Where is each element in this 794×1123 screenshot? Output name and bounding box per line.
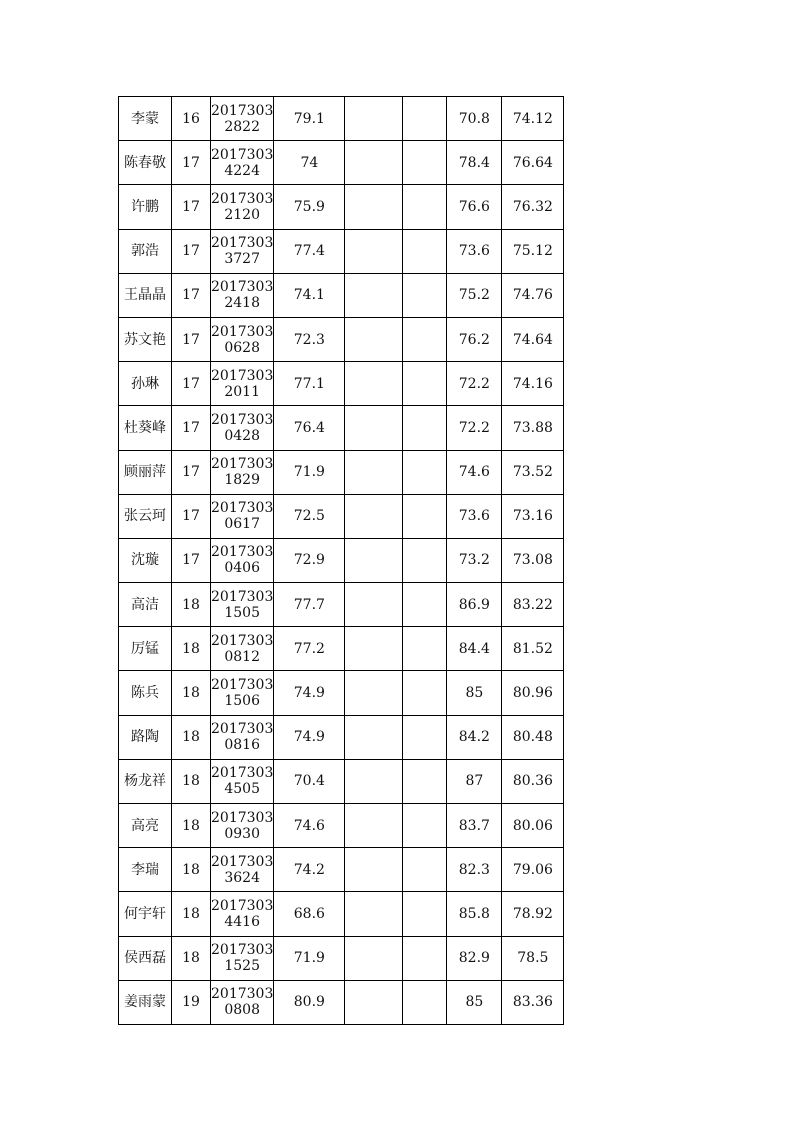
exam-id-part-1: 2017303 — [211, 721, 274, 738]
exam-id-part-1: 2017303 — [211, 942, 274, 959]
cell-empty — [403, 141, 447, 185]
cell-empty — [345, 450, 403, 494]
cell-written-score: 71.9 — [274, 450, 345, 494]
exam-id-part-2: 1505 — [224, 604, 260, 621]
table-row — [119, 804, 564, 848]
cell-interview-score: 82.9 — [447, 936, 502, 980]
table-row — [119, 538, 564, 582]
cell-name: 张云珂 — [119, 494, 172, 538]
cell-total-score: 74.76 — [502, 273, 564, 317]
cell-empty — [345, 406, 403, 450]
cell-group: 18 — [172, 583, 211, 627]
cell-interview-score: 85 — [447, 671, 502, 715]
cell-exam-id — [211, 450, 274, 494]
cell-total-score: 80.06 — [502, 804, 564, 848]
cell-empty — [403, 980, 447, 1024]
table-row — [119, 494, 564, 538]
cell-group: 17 — [172, 141, 211, 185]
cell-name: 沈璇 — [119, 538, 172, 582]
table-row — [119, 892, 564, 936]
cell-written-score: 68.6 — [274, 892, 345, 936]
cell-group: 16 — [172, 97, 211, 141]
cell-group: 17 — [172, 494, 211, 538]
cell-group: 18 — [172, 627, 211, 671]
cell-written-score: 72.9 — [274, 538, 345, 582]
exam-id-part-1: 2017303 — [211, 367, 274, 384]
exam-id-part-2: 4224 — [224, 162, 260, 179]
table-row — [119, 141, 564, 185]
exam-id-part-1: 2017303 — [211, 235, 274, 252]
exam-id-part-2: 1829 — [224, 472, 260, 489]
exam-id-part-1: 2017303 — [211, 411, 274, 428]
score-table — [118, 96, 564, 1025]
cell-group: 19 — [172, 980, 211, 1024]
cell-empty — [345, 583, 403, 627]
exam-id-part-1: 2017303 — [211, 632, 274, 649]
cell-interview-score: 73.2 — [447, 538, 502, 582]
exam-id-part-1: 2017303 — [211, 897, 274, 914]
cell-empty — [345, 715, 403, 759]
cell-total-score: 76.64 — [502, 141, 564, 185]
table-row — [119, 583, 564, 627]
cell-total-score: 78.5 — [502, 936, 564, 980]
cell-empty — [403, 406, 447, 450]
cell-empty — [403, 273, 447, 317]
cell-interview-score: 70.8 — [447, 97, 502, 141]
cell-name: 郭浩 — [119, 229, 172, 273]
exam-id-part-1: 2017303 — [211, 677, 274, 694]
cell-empty — [345, 980, 403, 1024]
exam-id-part-1: 2017303 — [211, 279, 274, 296]
cell-interview-score: 82.3 — [447, 848, 502, 892]
cell-empty — [345, 141, 403, 185]
exam-id-part-2: 0617 — [224, 516, 260, 533]
cell-total-score: 79.06 — [502, 848, 564, 892]
cell-name: 陈兵 — [119, 671, 172, 715]
table-row — [119, 715, 564, 759]
cell-interview-score: 78.4 — [447, 141, 502, 185]
cell-total-score: 80.36 — [502, 759, 564, 803]
cell-written-score: 77.1 — [274, 362, 345, 406]
table-row — [119, 229, 564, 273]
table-row — [119, 671, 564, 715]
cell-total-score: 74.12 — [502, 97, 564, 141]
cell-empty — [345, 671, 403, 715]
score-table-body — [119, 97, 564, 1025]
cell-written-score: 74.9 — [274, 671, 345, 715]
exam-id-part-2: 0628 — [224, 339, 260, 356]
cell-exam-id — [211, 804, 274, 848]
cell-written-score: 72.5 — [274, 494, 345, 538]
cell-interview-score: 72.2 — [447, 362, 502, 406]
table-row — [119, 406, 564, 450]
table-row — [119, 936, 564, 980]
cell-exam-id — [211, 538, 274, 582]
table-row — [119, 273, 564, 317]
cell-interview-score: 84.4 — [447, 627, 502, 671]
exam-id-part-2: 0808 — [224, 1002, 260, 1019]
cell-written-score: 77.2 — [274, 627, 345, 671]
cell-written-score: 74.1 — [274, 273, 345, 317]
exam-id-part-1: 2017303 — [211, 323, 274, 340]
cell-empty — [403, 494, 447, 538]
cell-name: 李蒙 — [119, 97, 172, 141]
cell-exam-id — [211, 980, 274, 1024]
table-row — [119, 97, 564, 141]
cell-empty — [345, 317, 403, 361]
exam-id-part-2: 2011 — [224, 383, 260, 400]
cell-written-score: 75.9 — [274, 185, 345, 229]
cell-name: 姜雨蒙 — [119, 980, 172, 1024]
exam-id-part-2: 0816 — [224, 737, 260, 754]
table-row — [119, 759, 564, 803]
cell-exam-id — [211, 848, 274, 892]
cell-total-score: 75.12 — [502, 229, 564, 273]
cell-empty — [403, 936, 447, 980]
exam-id-part-1: 2017303 — [211, 853, 274, 870]
cell-exam-id — [211, 229, 274, 273]
exam-id-part-2: 2418 — [224, 295, 260, 312]
table-row — [119, 450, 564, 494]
cell-name: 何宇轩 — [119, 892, 172, 936]
cell-empty — [345, 759, 403, 803]
exam-id-part-2: 4416 — [224, 913, 260, 930]
cell-interview-score: 76.2 — [447, 317, 502, 361]
cell-name: 许鹏 — [119, 185, 172, 229]
cell-name: 顾丽萍 — [119, 450, 172, 494]
exam-id-part-2: 0812 — [224, 648, 260, 665]
cell-empty — [345, 936, 403, 980]
cell-name: 高亮 — [119, 804, 172, 848]
cell-group: 18 — [172, 804, 211, 848]
cell-empty — [345, 185, 403, 229]
cell-exam-id — [211, 892, 274, 936]
cell-empty — [403, 362, 447, 406]
cell-written-score: 71.9 — [274, 936, 345, 980]
cell-total-score: 74.64 — [502, 317, 564, 361]
cell-total-score: 80.48 — [502, 715, 564, 759]
cell-total-score: 80.96 — [502, 671, 564, 715]
cell-name: 杨龙祥 — [119, 759, 172, 803]
cell-exam-id — [211, 185, 274, 229]
cell-group: 17 — [172, 450, 211, 494]
cell-written-score: 76.4 — [274, 406, 345, 450]
cell-written-score: 79.1 — [274, 97, 345, 141]
cell-empty — [403, 892, 447, 936]
cell-total-score: 81.52 — [502, 627, 564, 671]
cell-interview-score: 83.7 — [447, 804, 502, 848]
cell-total-score: 83.22 — [502, 583, 564, 627]
cell-empty — [403, 317, 447, 361]
cell-written-score: 77.4 — [274, 229, 345, 273]
cell-empty — [403, 804, 447, 848]
exam-id-part-1: 2017303 — [211, 765, 274, 782]
cell-group: 18 — [172, 715, 211, 759]
exam-id-part-2: 3624 — [224, 869, 260, 886]
exam-id-part-1: 2017303 — [211, 500, 274, 517]
cell-group: 17 — [172, 229, 211, 273]
cell-name: 侯西磊 — [119, 936, 172, 980]
cell-name: 厉锰 — [119, 627, 172, 671]
cell-group: 17 — [172, 273, 211, 317]
cell-exam-id — [211, 317, 274, 361]
exam-id-part-2: 0428 — [224, 427, 260, 444]
exam-id-part-1: 2017303 — [211, 588, 274, 605]
cell-exam-id — [211, 583, 274, 627]
cell-name: 陈春敬 — [119, 141, 172, 185]
cell-total-score: 73.16 — [502, 494, 564, 538]
cell-empty — [403, 671, 447, 715]
cell-exam-id — [211, 97, 274, 141]
cell-group: 18 — [172, 759, 211, 803]
cell-name: 路陶 — [119, 715, 172, 759]
cell-empty — [345, 494, 403, 538]
cell-total-score: 73.88 — [502, 406, 564, 450]
cell-group: 17 — [172, 538, 211, 582]
exam-id-part-2: 1506 — [224, 693, 260, 710]
cell-exam-id — [211, 936, 274, 980]
cell-total-score: 76.32 — [502, 185, 564, 229]
cell-interview-score: 85 — [447, 980, 502, 1024]
cell-empty — [403, 583, 447, 627]
exam-id-part-1: 2017303 — [211, 809, 274, 826]
cell-group: 18 — [172, 848, 211, 892]
cell-written-score: 80.9 — [274, 980, 345, 1024]
cell-empty — [403, 538, 447, 582]
cell-empty — [403, 759, 447, 803]
cell-empty — [403, 848, 447, 892]
cell-interview-score: 72.2 — [447, 406, 502, 450]
cell-empty — [345, 848, 403, 892]
exam-id-part-2: 4505 — [224, 781, 260, 798]
cell-exam-id — [211, 671, 274, 715]
cell-total-score: 78.92 — [502, 892, 564, 936]
cell-interview-score: 73.6 — [447, 229, 502, 273]
cell-name: 杜葵峰 — [119, 406, 172, 450]
cell-interview-score: 85.8 — [447, 892, 502, 936]
cell-exam-id — [211, 406, 274, 450]
cell-empty — [403, 450, 447, 494]
cell-empty — [345, 362, 403, 406]
cell-interview-score: 86.9 — [447, 583, 502, 627]
exam-id-part-2: 0930 — [224, 825, 260, 842]
exam-id-part-2: 1525 — [224, 958, 260, 975]
cell-group: 17 — [172, 317, 211, 361]
cell-empty — [345, 273, 403, 317]
cell-interview-score: 84.2 — [447, 715, 502, 759]
cell-empty — [345, 97, 403, 141]
cell-group: 18 — [172, 936, 211, 980]
cell-empty — [403, 715, 447, 759]
cell-empty — [345, 627, 403, 671]
table-row — [119, 627, 564, 671]
cell-name: 苏文艳 — [119, 317, 172, 361]
cell-empty — [345, 892, 403, 936]
cell-name: 孙琳 — [119, 362, 172, 406]
cell-group: 17 — [172, 406, 211, 450]
cell-empty — [403, 185, 447, 229]
exam-id-part-2: 0406 — [224, 560, 260, 577]
cell-interview-score: 87 — [447, 759, 502, 803]
cell-written-score: 74.6 — [274, 804, 345, 848]
table-row — [119, 848, 564, 892]
exam-id-part-2: 2822 — [224, 118, 260, 135]
cell-exam-id — [211, 273, 274, 317]
cell-name: 高洁 — [119, 583, 172, 627]
cell-group: 18 — [172, 892, 211, 936]
exam-id-part-1: 2017303 — [211, 146, 274, 163]
cell-exam-id — [211, 715, 274, 759]
cell-total-score: 83.36 — [502, 980, 564, 1024]
cell-empty — [403, 97, 447, 141]
table-row — [119, 185, 564, 229]
cell-group: 18 — [172, 671, 211, 715]
cell-written-score: 74 — [274, 141, 345, 185]
cell-exam-id — [211, 141, 274, 185]
cell-exam-id — [211, 627, 274, 671]
exam-id-part-1: 2017303 — [211, 456, 274, 473]
cell-written-score: 77.7 — [274, 583, 345, 627]
cell-total-score: 74.16 — [502, 362, 564, 406]
cell-written-score: 74.9 — [274, 715, 345, 759]
cell-written-score: 72.3 — [274, 317, 345, 361]
exam-id-part-1: 2017303 — [211, 102, 274, 119]
cell-empty — [403, 229, 447, 273]
cell-group: 17 — [172, 185, 211, 229]
cell-empty — [403, 627, 447, 671]
cell-interview-score: 73.6 — [447, 494, 502, 538]
cell-name: 王晶晶 — [119, 273, 172, 317]
cell-group: 17 — [172, 362, 211, 406]
exam-id-part-2: 2120 — [224, 206, 260, 223]
exam-id-part-1: 2017303 — [211, 986, 274, 1003]
cell-total-score: 73.52 — [502, 450, 564, 494]
cell-empty — [345, 804, 403, 848]
cell-empty — [345, 538, 403, 582]
cell-interview-score: 74.6 — [447, 450, 502, 494]
cell-interview-score: 76.6 — [447, 185, 502, 229]
exam-id-part-1: 2017303 — [211, 190, 274, 207]
cell-written-score: 74.2 — [274, 848, 345, 892]
cell-total-score: 73.08 — [502, 538, 564, 582]
cell-empty — [345, 229, 403, 273]
table-row — [119, 362, 564, 406]
cell-exam-id — [211, 362, 274, 406]
cell-name: 李瑞 — [119, 848, 172, 892]
exam-id-part-1: 2017303 — [211, 544, 274, 561]
cell-interview-score: 75.2 — [447, 273, 502, 317]
table-row — [119, 317, 564, 361]
cell-exam-id — [211, 759, 274, 803]
cell-written-score: 70.4 — [274, 759, 345, 803]
table-row — [119, 980, 564, 1024]
exam-id-part-2: 3727 — [224, 251, 260, 268]
cell-exam-id — [211, 494, 274, 538]
